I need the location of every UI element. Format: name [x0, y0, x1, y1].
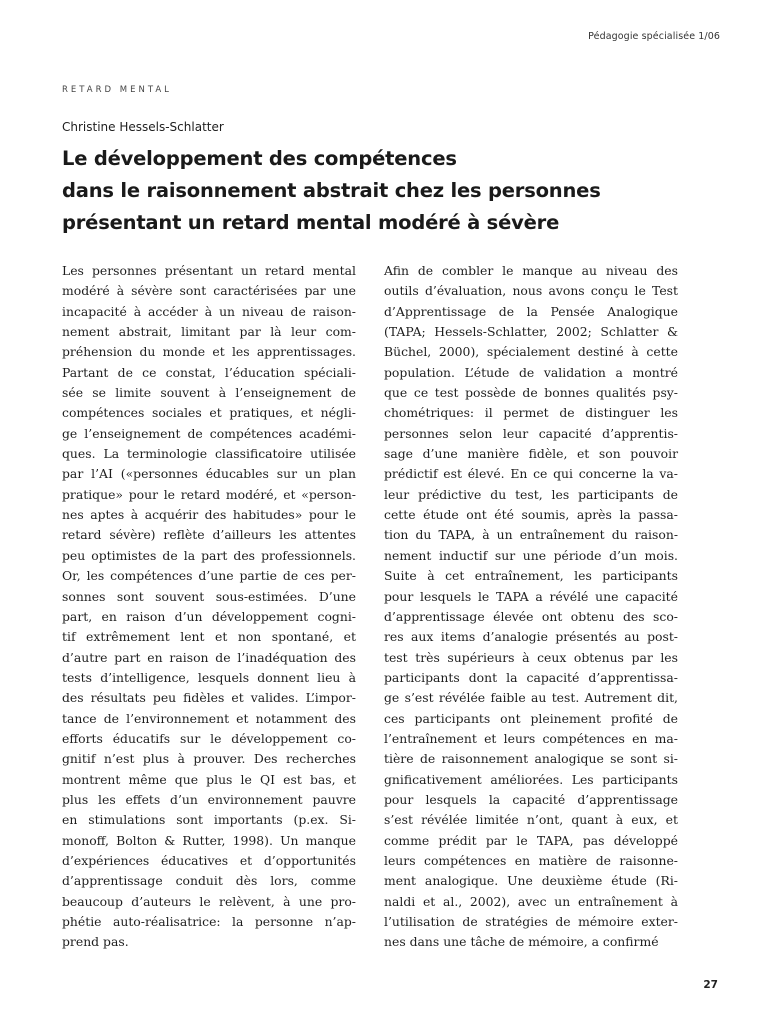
section-label: RETARD MENTAL: [62, 85, 172, 95]
text-line: (TAPA; Hessels-Schlatter, 2002; Schlatter &: [384, 324, 678, 340]
text-line: leur prédictive du test, les participants de: [384, 486, 678, 502]
article-title: [62, 143, 722, 239]
text-line: que ce test possède de bonnes qualités psy-: [384, 385, 678, 401]
text-line: d’autre part en raison de l’inadéquation des: [62, 649, 356, 665]
text-line: Or, les compétences d’une partie de ces per-: [62, 568, 356, 584]
text-line: outils d’évaluation, nous avons conçu le Test: [384, 283, 678, 299]
text-line: pour lesquels la capacité d’apprentissage: [384, 791, 678, 807]
text-line: Büchel, 2000), spécialement destiné à cette: [384, 344, 678, 360]
text-line: prend pas.: [62, 934, 129, 950]
text-line: part, en raison d’un développement cogni-: [62, 608, 356, 624]
text-line: gnificativement améliorées. Les participants: [384, 771, 678, 787]
text-line: en stimulations sont importants (p.ex. Si-: [62, 812, 356, 828]
text-line: nes dans une tâche de mémoire, a confirmé: [384, 934, 659, 950]
running-head: Pédagogie spécialisée 1/06: [588, 31, 720, 42]
text-line: montrent même que plus le QI est bas, et: [62, 771, 356, 787]
text-line: sage d’une manière fidèle, et son pouvoir: [384, 446, 678, 462]
text-line: compétences sociales et pratiques, et négli-: [62, 405, 356, 421]
text-line: préhension du monde et les apprentissages.: [62, 344, 356, 360]
text-line: incapacité à accéder à un niveau de raison-: [62, 303, 356, 319]
text-line: phétie auto-réalisatrice: la personne n’ap-: [62, 914, 356, 929]
title-line: dans le raisonnement abstrait chez les personnes: [62, 179, 601, 202]
body-column-right: [384, 261, 678, 953]
text-line: tif extrêmement lent et non spontané, et: [62, 629, 356, 645]
text-line: ge s’est révélée faible au test. Autrement dit,: [384, 690, 678, 706]
text-line: d’Apprentissage de la Pensée Analogique: [384, 303, 678, 319]
text-line: gnitif n’est plus à prouver. Des recherches: [62, 751, 356, 767]
text-line: leurs compétences en matière de raisonne-: [384, 852, 678, 868]
text-line: naldi et al., 2002), avec un entraînement à: [384, 893, 678, 909]
text-line: comme prédit par le TAPA, pas développé: [384, 832, 678, 848]
text-line: d’apprentissage élevée ont obtenu des sco-: [384, 608, 678, 624]
text-line: cette étude ont été soumis, après la passa-: [384, 507, 678, 523]
text-line: pratique» pour le retard modéré, et «person-: [62, 486, 356, 502]
page-number: 27: [703, 979, 718, 991]
text-line: modéré à sévère sont caractérisées par une: [62, 283, 356, 299]
text-line: tière de raisonnement analogique se sont si-: [384, 751, 678, 767]
text-line: nes aptes à acquérir des habitudes» pour le: [62, 507, 356, 523]
text-line: Suite à cet entraînement, les participants: [384, 568, 678, 584]
text-line: l’utilisation de stratégies de mémoire exter-: [384, 914, 678, 929]
text-line: Partant de ce constat, l’éducation spéciali-: [62, 364, 356, 380]
text-line: ge l’enseignement de compétences académi-: [62, 425, 356, 441]
title-line: présentant un retard mental modéré à sévère: [62, 211, 560, 234]
text-line: retard sévère) reflète d’ailleurs les attentes: [62, 527, 356, 543]
text-line: Les personnes présentant un retard mental: [62, 263, 356, 278]
text-line: des résultats peu fidèles et valides. L’impor-: [62, 690, 356, 706]
body-column-left: [62, 261, 356, 953]
text-line: plus les effets d’un environnement pauvre: [62, 791, 356, 807]
text-line: s’est révélée limitée n’ont, quant à eux, et: [384, 812, 678, 828]
text-line: ques. La terminologie classificatoire utilisée: [62, 446, 356, 462]
text-line: tance de l’environnement et notamment des: [62, 710, 356, 726]
text-line: personnes selon leur capacité d’apprentis-: [384, 425, 678, 441]
text-line: pour lesquels le TAPA a révélé une capacité: [384, 588, 678, 604]
text-line: par l’AI («personnes éducables sur un plan: [62, 466, 356, 482]
title-line: Le développement des compétences: [62, 147, 457, 170]
text-line: ment analogique. Une deuxième étude (Ri-: [384, 873, 678, 889]
text-line: participants dont la capacité d’apprentissa-: [384, 669, 678, 685]
text-line: tion du TAPA, à un entraînement du raison-: [384, 527, 678, 543]
text-line: prédictif est élevé. En ce qui concerne la va-: [384, 466, 678, 482]
text-line: l’entraînement et leurs compétences en ma-: [384, 730, 678, 746]
text-line: sonnes sont souvent sous-estimées. D’une: [62, 588, 356, 604]
text-line: sée se limite souvent à l’enseignement de: [62, 385, 356, 401]
text-line: d’expériences éducatives et d’opportunités: [62, 852, 356, 868]
text-line: efforts éducatifs sur le développement co-: [62, 730, 356, 746]
text-line: test très supérieurs à ceux obtenus par les: [384, 649, 678, 665]
text-line: peu optimistes de la part des professionnels.: [62, 547, 356, 563]
text-line: d’apprentissage conduit dès lors, comme: [62, 873, 356, 889]
text-line: nement inductif sur une période d’un mois.: [384, 547, 678, 563]
text-line: chométriques: il permet de distinguer les: [384, 405, 678, 421]
text-line: res aux items d’analogie présentés au post-: [384, 629, 678, 645]
text-line: nement abstrait, limitant par là leur com-: [62, 324, 356, 340]
text-line: monoff, Bolton & Rutter, 1998). Un manque: [62, 832, 356, 848]
text-line: population. L’étude de validation a montré: [384, 364, 678, 380]
text-line: beaucoup d’auteurs le relèvent, à une pro-: [62, 893, 356, 909]
text-line: Afin de combler le manque au niveau des: [384, 263, 678, 278]
author-name: Christine Hessels-Schlatter: [62, 120, 224, 134]
text-line: ces participants ont pleinement profité de: [384, 710, 678, 726]
text-line: tests d’intelligence, lesquels donnent lieu à: [62, 669, 356, 685]
